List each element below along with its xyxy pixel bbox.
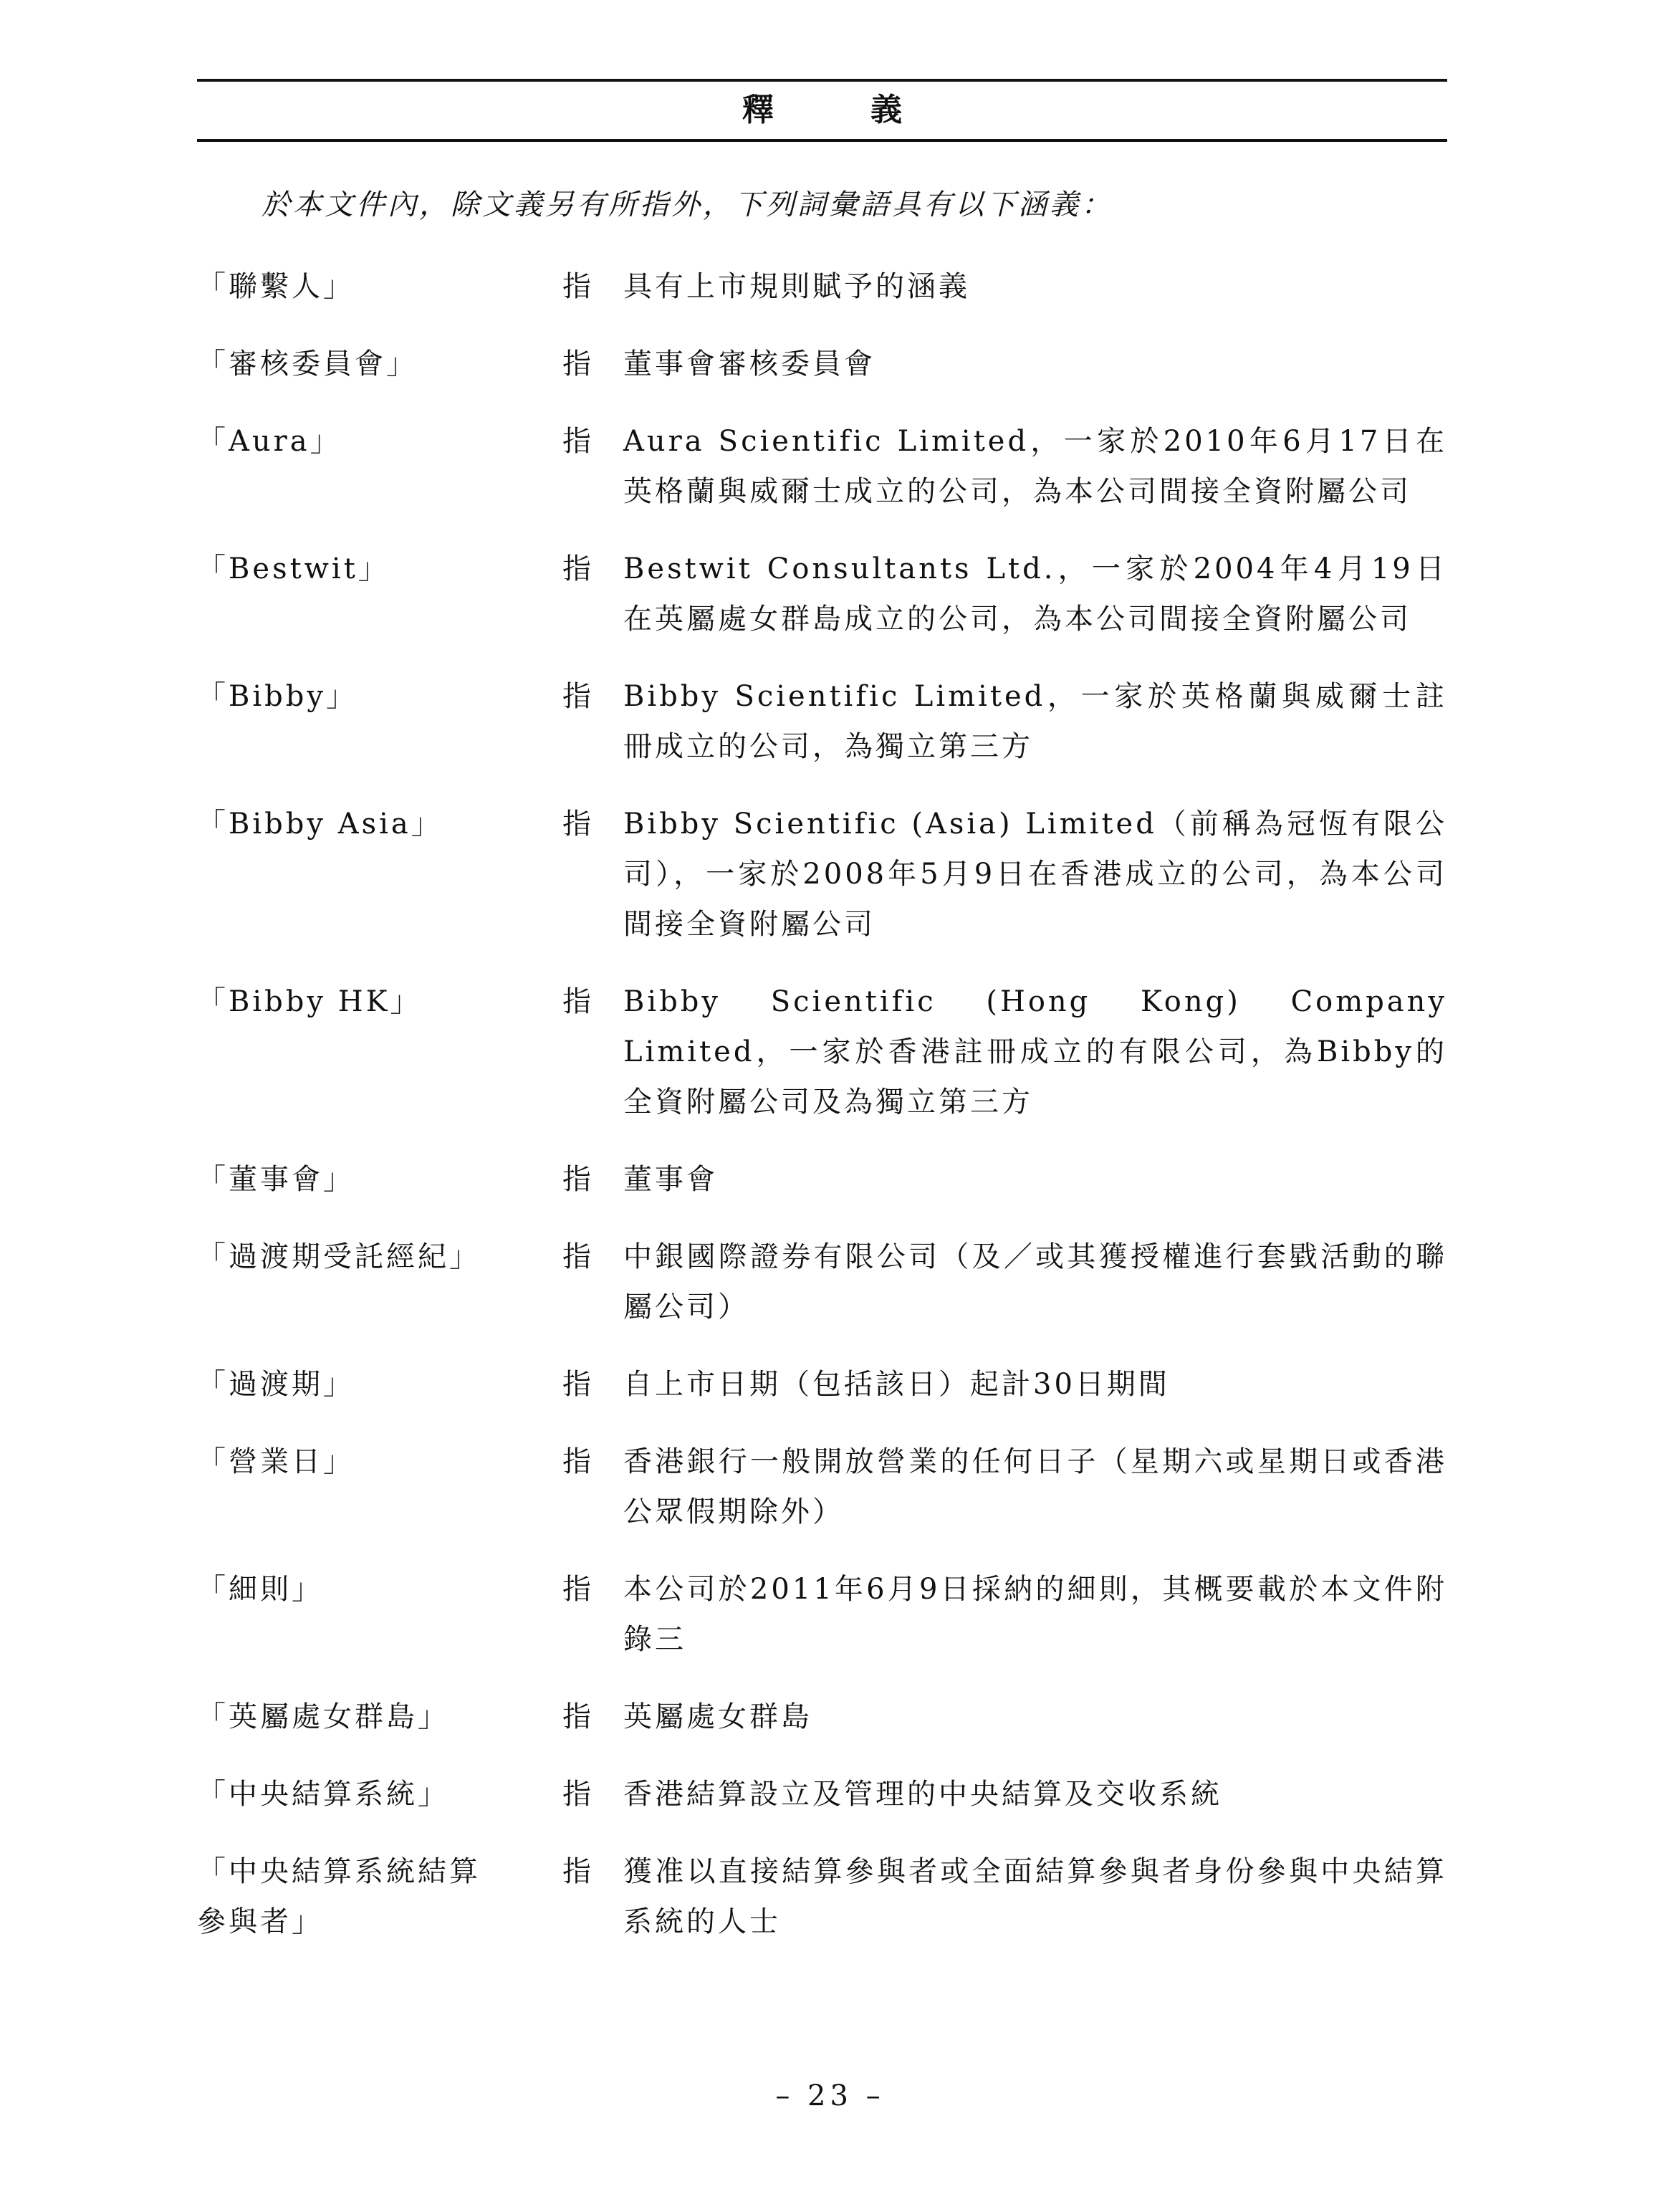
definition-row (197, 1154, 1447, 1205)
definition-text: 中銀國際證券有限公司（及／或其獲授權進行套戥活動的聯屬公司） (623, 1240, 1447, 1323)
definition-row (197, 1692, 1447, 1742)
means-label: 指 (562, 1368, 592, 1401)
means-label: 指 (562, 1573, 592, 1606)
definition-text: Bibby Scientific (Hong Kong) Company Limited，一家於香港註冊成立的有限公司，為Bibby的全資附屬公司及為獨立第三方 (623, 985, 1447, 1119)
definition-term: 「審核委員會」 (197, 348, 418, 380)
definition-term: 「細則」 (197, 1573, 323, 1606)
definitions-list (197, 262, 1447, 1974)
definition-row (197, 977, 1447, 1127)
definition-term: 「Aura」 (197, 425, 342, 458)
definition-text: 董事會 (623, 1163, 718, 1196)
definition-term: 「過渡期」 (197, 1368, 355, 1401)
definition-text: Aura Scientific Limited，一家於2010年6月17日在英格蘭與威爾士成立的公司，為本公司間接全資附屬公司 (623, 425, 1447, 508)
definition-text: Bestwit Consultants Ltd.，一家於2004年4月19日在英屬處女群島成立的公司，為本公司間接全資附屬公司 (623, 552, 1447, 636)
definition-term: 「Bibby」 (197, 680, 358, 713)
header-top-rule (197, 79, 1447, 82)
means-label: 指 (562, 1240, 592, 1273)
definition-text: Bibby Scientific (Asia) Limited（前稱為冠恆有限公司），一家於2008年5月9日在香港成立的公司，為本公司間接全資附屬公司 (623, 808, 1447, 941)
definition-term: 「中央結算系統結算 參與者」 (197, 1855, 481, 1938)
definition-row (197, 1437, 1447, 1537)
definition-row (197, 1359, 1447, 1409)
definition-row (197, 339, 1447, 389)
means-label: 指 (562, 1700, 592, 1733)
means-label: 指 (562, 680, 592, 713)
definition-text: 具有上市規則賦予的涵義 (623, 270, 970, 303)
definition-row (197, 1232, 1447, 1332)
definition-row (197, 671, 1447, 772)
definition-text: 香港銀行一般開放營業的任何日子（星期六或星期日或香港公眾假期除外） (623, 1445, 1447, 1528)
definition-term: 「Bibby Asia」 (197, 808, 443, 841)
definition-term: 「Bibby HK」 (197, 985, 422, 1018)
definition-row (197, 1769, 1447, 1819)
definition-text: 本公司於2011年6月9日採納的細則，其概要載於本文件附錄三 (623, 1573, 1447, 1656)
means-label: 指 (562, 348, 592, 380)
definition-text: Bibby Scientific Limited，一家於英格蘭與威爾士註冊成立的公司，為獨立第三方 (623, 680, 1447, 763)
definition-term: 「Bestwit」 (197, 552, 390, 585)
means-label: 指 (562, 1163, 592, 1196)
means-label: 指 (562, 552, 592, 585)
definition-row (197, 1564, 1447, 1665)
header-bottom-rule (197, 139, 1447, 142)
definition-term: 「過渡期受託經紀」 (197, 1240, 481, 1273)
means-label: 指 (562, 270, 592, 303)
means-label: 指 (562, 1778, 592, 1811)
definition-text: 香港結算設立及管理的中央結算及交收系統 (623, 1778, 1222, 1811)
definition-row (197, 799, 1447, 949)
definition-row (197, 1847, 1447, 1947)
definition-text: 英屬處女群島 (623, 1700, 812, 1733)
definition-text: 董事會審核委員會 (623, 348, 875, 380)
page-title: 釋 義 (742, 92, 946, 128)
means-label: 指 (562, 985, 592, 1018)
means-label: 指 (562, 808, 592, 841)
definition-text: 獲准以直接結算參與者或全面結算參與者身份參與中央結算系統的人士 (623, 1855, 1447, 1938)
definition-term: 「中央結算系統」 (197, 1778, 449, 1811)
definition-term: 「聯繫人」 (197, 270, 355, 303)
means-label: 指 (562, 1445, 592, 1478)
definition-row (197, 544, 1447, 644)
means-label: 指 (562, 425, 592, 458)
definition-term: 「營業日」 (197, 1445, 355, 1478)
page-number: – 23 – (775, 2079, 885, 2112)
definition-term: 「英屬處女群島」 (197, 1700, 449, 1733)
definition-text: 自上市日期（包括該日）起計30日期間 (623, 1368, 1170, 1401)
definition-row (197, 416, 1447, 517)
definition-row (197, 262, 1447, 312)
definition-term: 「董事會」 (197, 1163, 355, 1196)
intro-text: 於本文件內，除文義另有所指外，下列詞彙語具有以下涵義： (262, 188, 1113, 221)
means-label: 指 (562, 1855, 592, 1888)
